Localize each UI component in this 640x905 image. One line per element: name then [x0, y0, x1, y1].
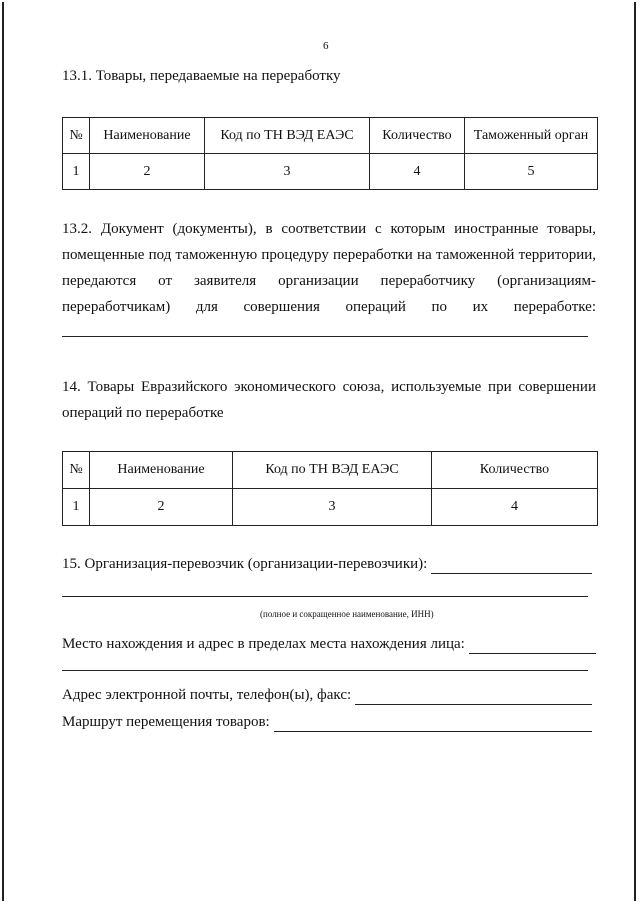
goods-table-14	[62, 451, 598, 526]
contacts-row	[62, 685, 592, 705]
cell-quantity: 4	[432, 489, 598, 526]
header-cell-code: Код по ТН ВЭД ЕАЭС	[233, 452, 432, 489]
location-row	[62, 634, 596, 654]
section-13-2-line-4: переработчикам) для совершения операций по их переработке:	[62, 299, 596, 315]
header-cell-name: Наименование	[90, 118, 205, 154]
location-label: Место нахождения и адрес в пределах места нахождения лица:	[62, 636, 465, 652]
cell-number: 1	[63, 154, 90, 190]
header-cell-quantity: Количество	[370, 118, 465, 154]
carrier-row	[62, 554, 592, 574]
header-cell-number: №	[63, 452, 90, 489]
table-row	[63, 154, 598, 190]
document-fill-line[interactable]	[62, 336, 588, 337]
carrier-label: 15. Организация-перевозчик (организации-перевозчики):	[62, 556, 428, 572]
cell-code: 3	[233, 489, 432, 526]
table-row	[63, 489, 598, 526]
header-cell-code: Код по ТН ВЭД ЕАЭС	[205, 118, 370, 154]
cell-name: 2	[90, 154, 205, 190]
carrier-caption: (полное и сокращенное наименование, ИНН)	[260, 609, 434, 619]
section-14-line-1: 14. Товары Евразийского экономического союза, используемые при совершении	[62, 379, 596, 395]
contacts-field[interactable]	[355, 690, 592, 705]
section-13-2-line-3: передаются от заявителя организации переработчику (организациям-	[62, 273, 596, 289]
cell-code: 3	[205, 154, 370, 190]
location-field[interactable]	[469, 639, 596, 654]
carrier-field[interactable]	[431, 559, 592, 574]
carrier-field-continuation[interactable]	[62, 596, 588, 597]
route-field[interactable]	[274, 717, 592, 732]
route-label: Маршрут перемещения товаров:	[62, 714, 270, 730]
header-cell-quantity: Количество	[432, 452, 598, 489]
location-field-continuation[interactable]	[62, 670, 588, 671]
page-number: 6	[323, 40, 329, 52]
cell-name: 2	[90, 489, 233, 526]
header-cell-name: Наименование	[90, 452, 233, 489]
section-14-paragraph	[62, 374, 596, 426]
section-13-2-paragraph	[62, 216, 596, 320]
cell-quantity: 4	[370, 154, 465, 190]
section-13-1-title: 13.1. Товары, передаваемые на переработку	[62, 68, 341, 84]
section-13-2-line-1: 13.2. Документ (документы), в соответствии с которым иностранные товары,	[62, 221, 596, 237]
route-row	[62, 712, 592, 732]
header-cell-number: №	[63, 118, 90, 154]
table-header-row	[63, 452, 598, 489]
section-13-2-line-2: помещенные под таможенную процедуру переработки на таможенной территории,	[62, 247, 596, 263]
cell-number: 1	[63, 489, 90, 526]
table-header-row	[63, 118, 598, 154]
header-cell-customs: Таможенный орган	[465, 118, 598, 154]
cell-customs: 5	[465, 154, 598, 190]
section-14-line-2: операций по переработке	[62, 405, 224, 421]
contacts-label: Адрес электронной почты, телефон(ы), факс:	[62, 687, 352, 703]
goods-table-13-1	[62, 117, 598, 190]
